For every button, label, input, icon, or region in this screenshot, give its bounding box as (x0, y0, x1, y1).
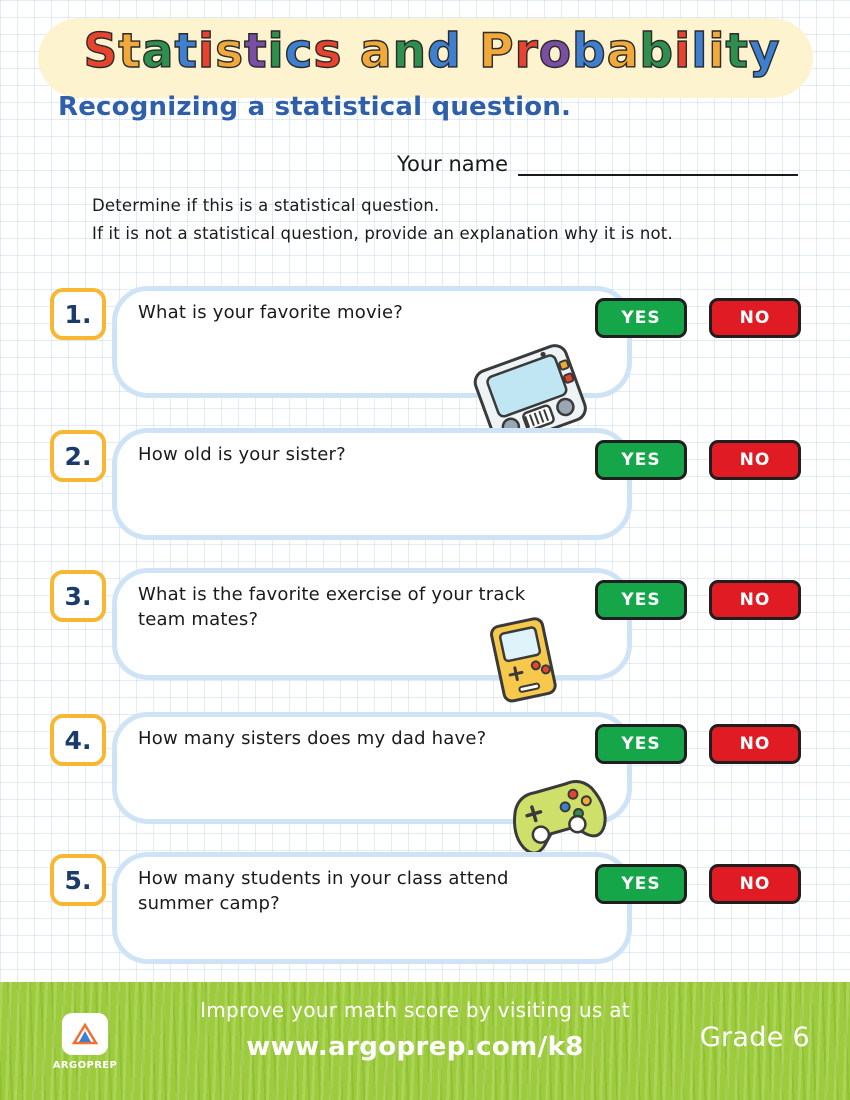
yes-button[interactable]: YES (595, 440, 687, 480)
question-number: 2. (50, 430, 106, 482)
yes-button[interactable]: YES (595, 724, 687, 764)
question-row-5 (50, 852, 810, 964)
yes-button[interactable]: YES (595, 298, 687, 338)
question-text: What is the favorite exercise of your track team mates? (138, 584, 526, 630)
no-button[interactable]: NO (709, 580, 801, 620)
game-boy-icon (468, 608, 578, 722)
question-row-4 (50, 712, 810, 824)
answer-buttons (595, 440, 810, 480)
answer-buttons (595, 864, 810, 904)
question-text: How old is your sister? (138, 444, 346, 465)
page-title: Statistics and Probability (83, 24, 781, 79)
footer-banner (0, 982, 850, 1100)
yes-button[interactable]: YES (595, 864, 687, 904)
answer-buttons (595, 724, 810, 764)
question-text: How many students in your class attend summer camp? (138, 868, 509, 914)
no-button[interactable]: NO (709, 298, 801, 338)
grade-label: Grade 6 (699, 1022, 810, 1053)
argoprep-logo[interactable] (46, 1004, 124, 1080)
logo-text: ARGOPREP (52, 1060, 118, 1071)
instruction-line-2: If it is not a statistical question, provide an explanation why it is not. (92, 224, 673, 243)
instruction-line-1: Determine if this is a statistical question. (92, 196, 440, 215)
question-number: 5. (50, 854, 106, 906)
no-button[interactable]: NO (709, 440, 801, 480)
no-button[interactable]: NO (709, 864, 801, 904)
answer-buttons (595, 298, 810, 338)
question-number: 3. (50, 570, 106, 622)
page-subtitle: Recognizing a statistical question. (58, 92, 572, 122)
logo-badge-icon (62, 1013, 108, 1055)
name-field-row[interactable] (397, 152, 798, 176)
name-label: Your name (396, 152, 508, 176)
footer-url[interactable]: www.argoprep.com/k8 (246, 1032, 584, 1062)
question-number: 1. (50, 288, 106, 340)
name-input-line[interactable] (518, 154, 798, 176)
instructions (92, 196, 752, 252)
question-row-3 (50, 568, 810, 680)
question-text: What is your favorite movie? (138, 302, 404, 323)
answer-buttons (595, 580, 810, 620)
question-row-1 (50, 286, 810, 398)
question-number: 4. (50, 714, 106, 766)
footer-promo-text: Improve your math score by visiting us at (200, 998, 630, 1022)
no-button[interactable]: NO (709, 724, 801, 764)
question-row-2 (50, 428, 810, 540)
question-text: How many sisters does my dad have? (138, 728, 487, 749)
yes-button[interactable]: YES (595, 580, 687, 620)
